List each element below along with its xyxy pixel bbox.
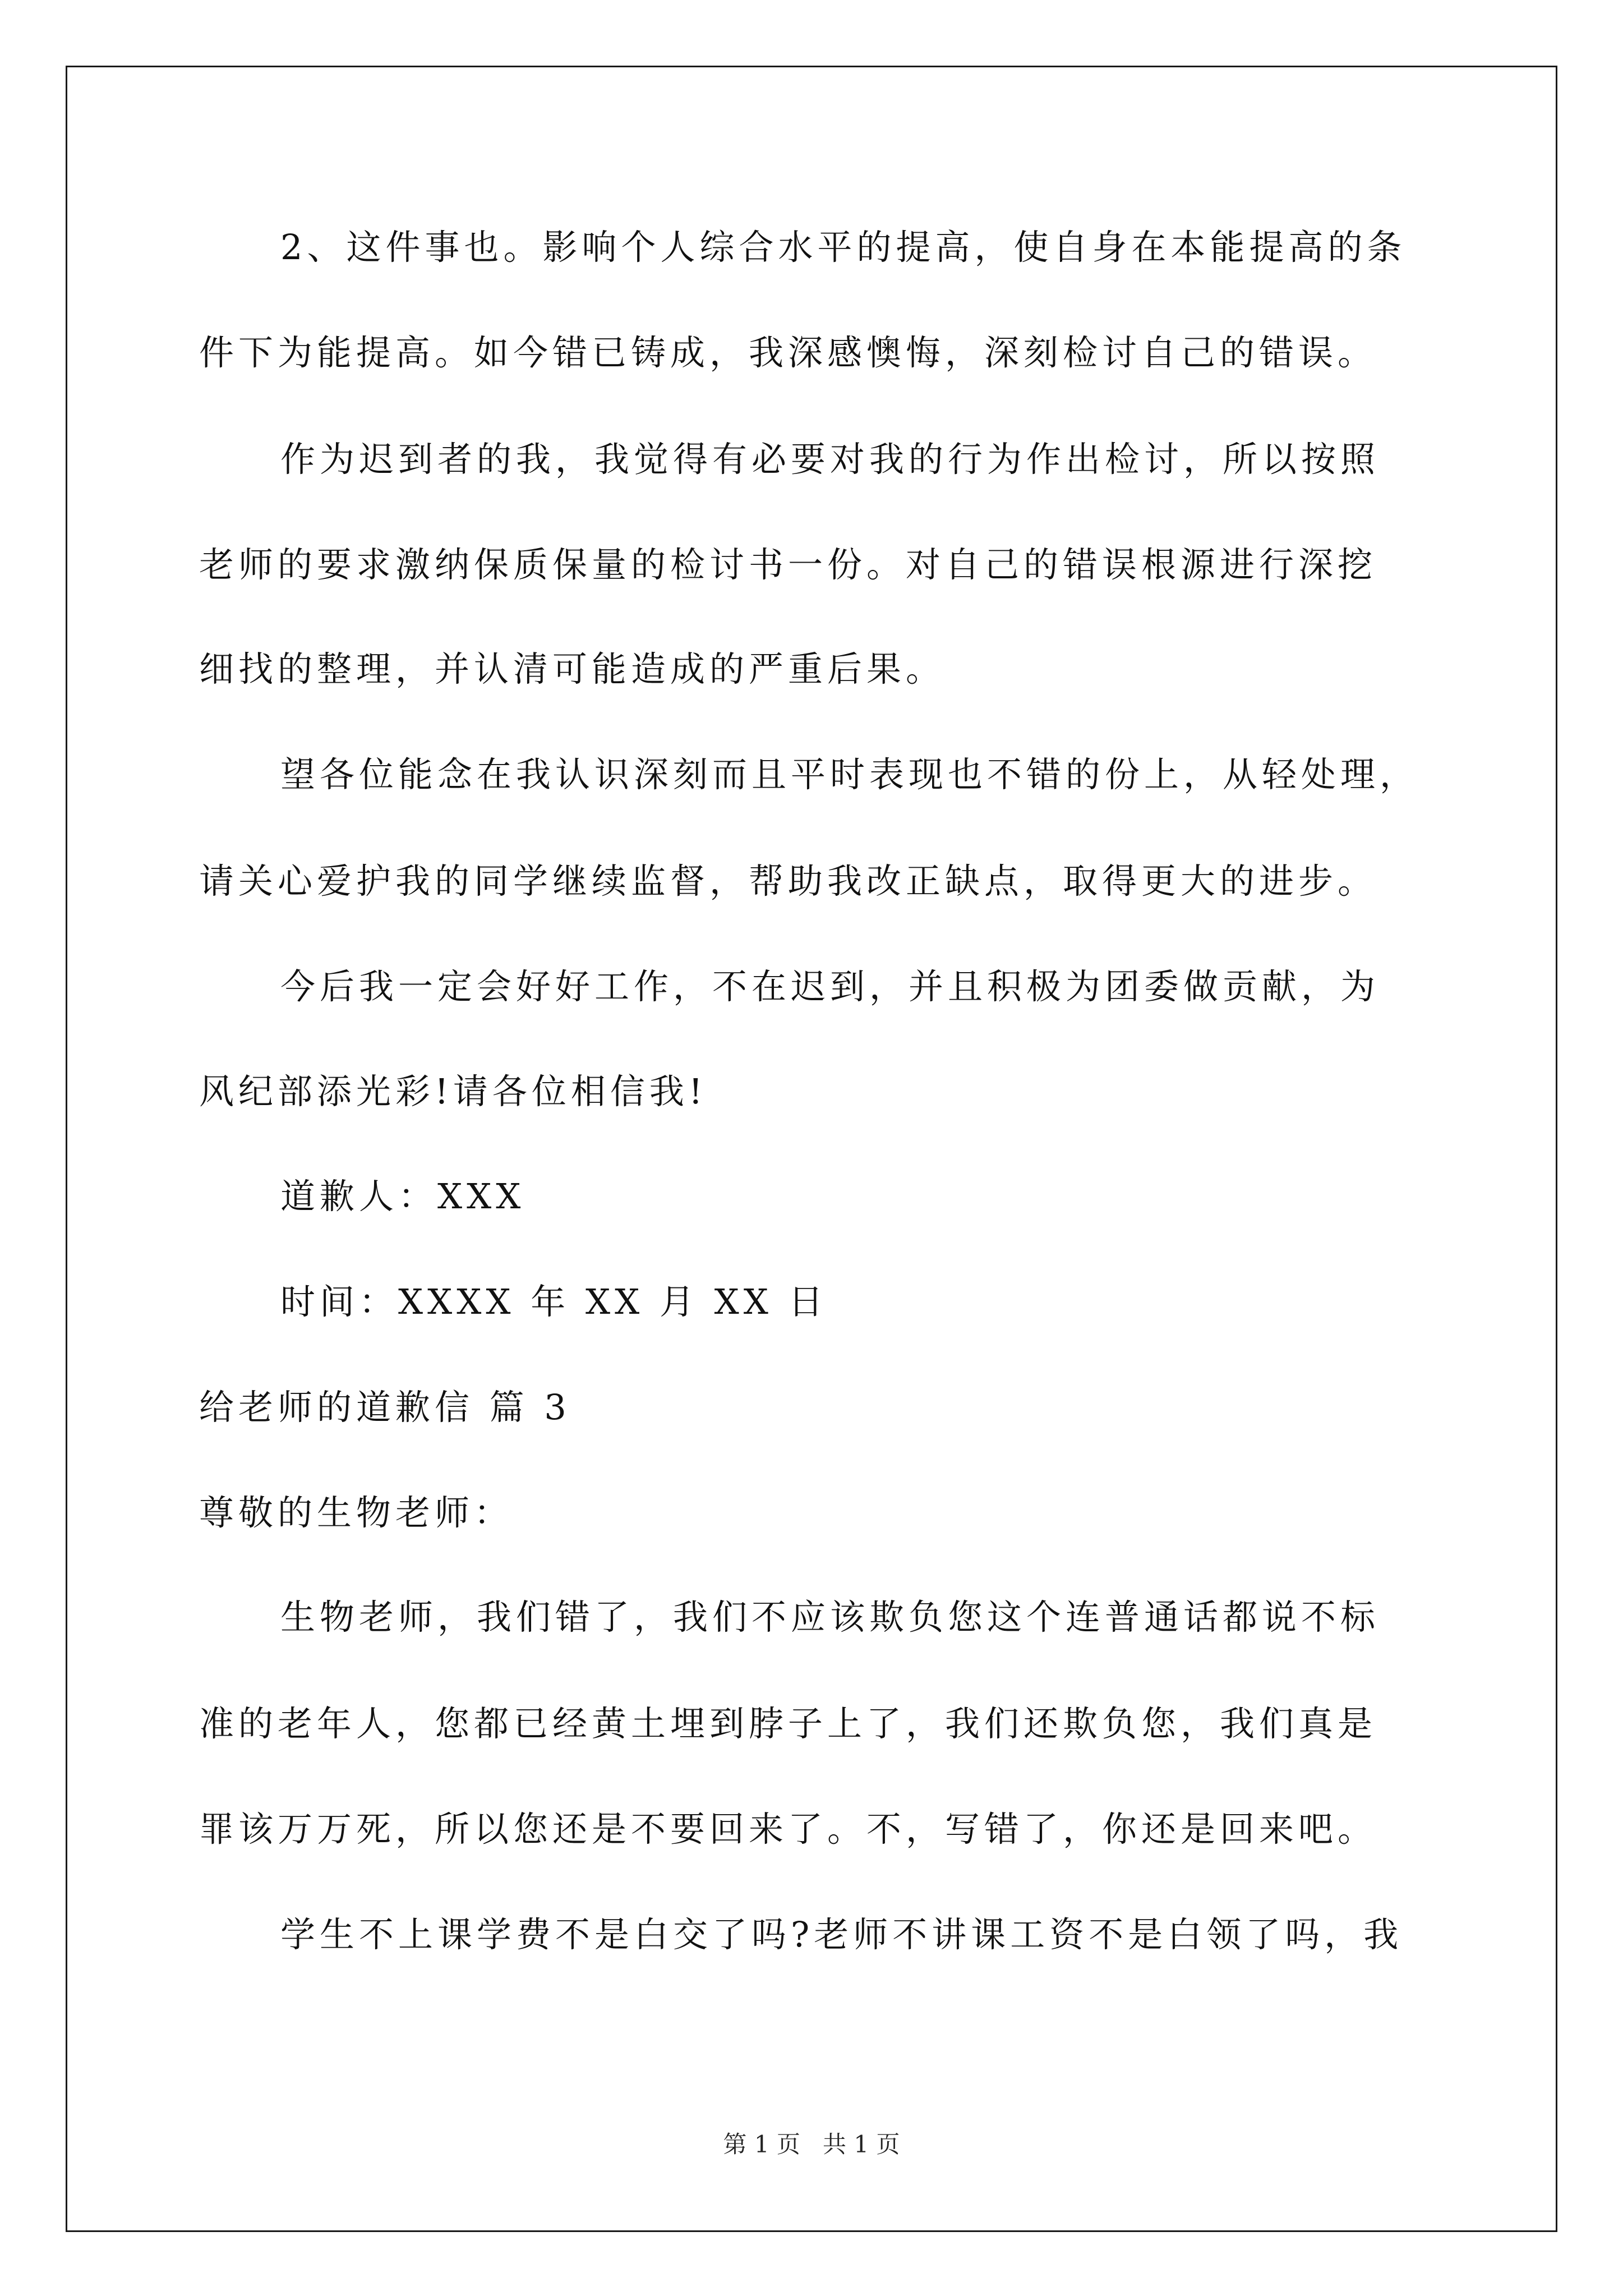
paragraph-line: 2、这件事也。影响个人综合水平的提高，使自身在本能提高的条	[280, 227, 1407, 268]
paragraph-line: 件下为能提高。如今错已铸成，我深感懊悔，深刻检讨自己的错误。	[199, 332, 1377, 373]
paragraph-line: 准的老年人，您都已经黄土埋到脖子上了，我们还欺负您，我们真是	[199, 1703, 1377, 1744]
page-border	[66, 66, 1557, 2232]
section-heading: 给老师的道歉信 篇 3	[199, 1387, 571, 1428]
paragraph-line: 生物老师，我们错了，我们不应该欺负您这个连普通话都说不标	[280, 1596, 1380, 1637]
paragraph-line: 请关心爱护我的同学继续监督，帮助我改正缺点，取得更大的进步。	[199, 861, 1377, 901]
paragraph-line: 风纪部添光彩!请各位相信我!	[199, 1071, 707, 1112]
paragraph-line: 今后我一定会好好工作，不在迟到，并且积极为团委做贡献，为	[280, 966, 1380, 1007]
paragraph-line: 学生不上课学费不是白交了吗?老师不讲课工资不是白领了吗，我	[280, 1914, 1403, 1955]
salutation: 尊敬的生物老师：	[199, 1492, 514, 1533]
date-line: 时间：XXXX 年 XX 月 XX 日	[280, 1281, 828, 1322]
signature-line: 道歉人：XXX	[280, 1176, 525, 1217]
paragraph-line: 作为迟到者的我，我觉得有必要对我的行为作出检讨，所以按照	[280, 439, 1380, 480]
paragraph-line: 老师的要求激纳保质保量的检讨书一份。对自己的错误根源进行深挖	[199, 544, 1377, 585]
paragraph-line: 望各位能念在我认识深刻而且平时表现也不错的份上，从轻处理，	[280, 754, 1419, 795]
paragraph-line: 细找的整理，并认清可能造成的严重后果。	[199, 648, 946, 689]
page-footer: 第 1 页 共 1 页	[723, 2131, 900, 2158]
paragraph-line: 罪该万万死，所以您还是不要回来了。不，写错了，你还是回来吧。	[199, 1809, 1377, 1849]
